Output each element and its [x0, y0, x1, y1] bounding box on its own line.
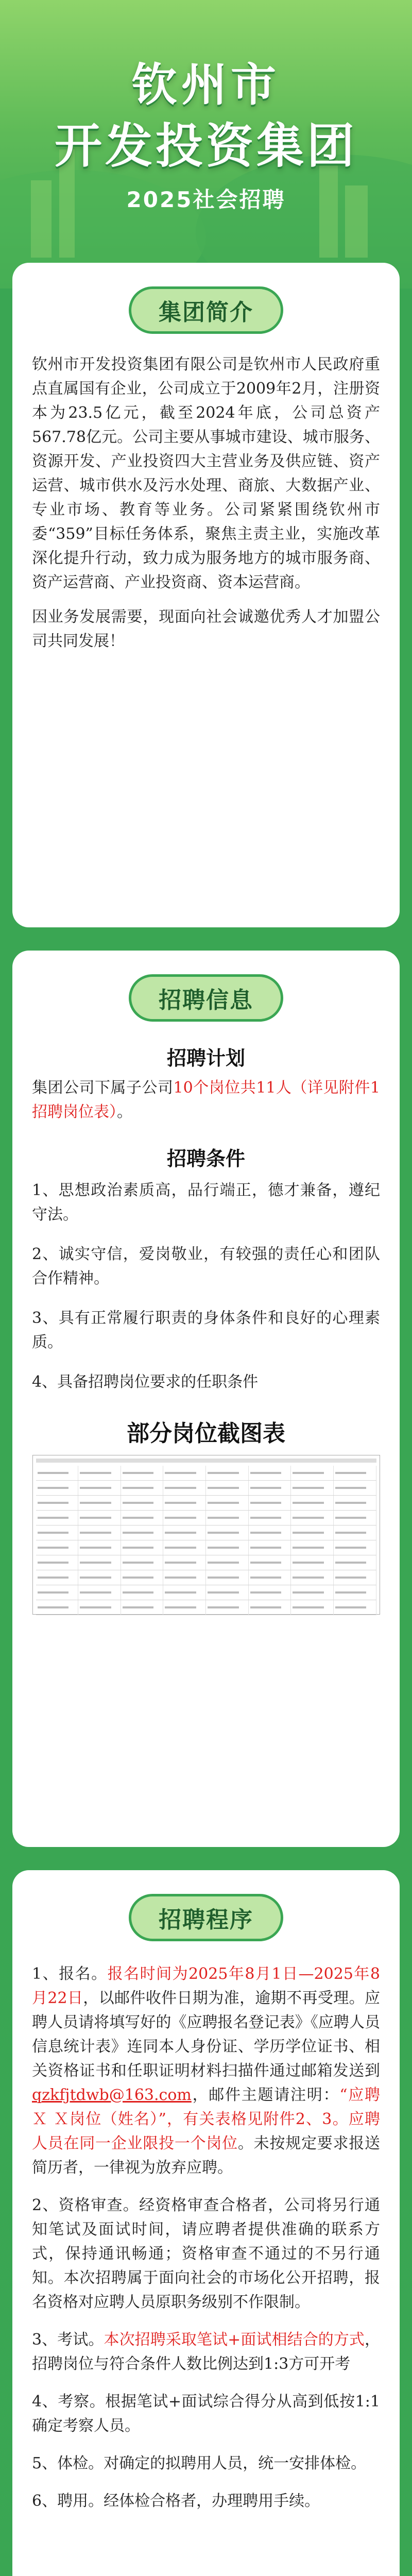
process-step-2: 2、资格审查。经资格审查合格者，公司将另行通知笔试及面试时间，请应聘者提供准确的联系方式，保持通讯畅通；资格审查不通过的不另行通知。本次招聘属于面向社会的市场化公开招聘，报名资格对应聘人员原职务级别不作限制。 [32, 2196, 380, 2311]
plan-text: 集团公司下属子公司10个岗位共11人（详见附件1招聘岗位表）。 [32, 1079, 381, 1121]
process-step-5: 5、体检。对确定的拟聘用人员，统一安排体检。 [32, 2454, 367, 2472]
page-title-line1: 钦州市 [131, 58, 280, 111]
table-row [36, 1570, 376, 1585]
hero-banner [0, 0, 412, 289]
intro-paragraph: 钦州市开发投资集团有限公司是钦州市人民政府重点直属国有企业，公司成立于2009年2月，注册资本为23.5亿元，截至2024年底，公司总资产567.78亿元。公司主要从事城市建设、城市服务、资源开发、产业投资四大主营业务及供应链、资产运营、城市供水及污水处理、商旅、大数据产业、专业市场、教育等业务。公司紧紧围绕钦州市委“359”目标任务体系，聚焦主责主业，实施改革深化提升行动，致力成为服务地方的城市服务商、资产运营商、产业投资商、资本运营商。 [32, 355, 380, 591]
page-title-line2: 开发投资集团 [54, 118, 357, 174]
positions-table-screenshot [32, 1455, 380, 1615]
table-row [36, 1600, 376, 1615]
table-row [36, 1526, 376, 1540]
condition-item: 2、诚实守信，爱岗敬业，有较强的责任心和团队合作精神。 [32, 1245, 380, 1287]
table-row [36, 1555, 376, 1570]
condition-item: 4、具备招聘岗位要求的任职条件 [32, 1373, 259, 1391]
process-step-3: 3、考试。本次招聘采取笔试+面试相结合的方式，招聘岗位与符合条件人数比例达到1:3方可开考 [32, 2331, 381, 2373]
table-row [36, 1496, 376, 1511]
condition-item: 3、具有正常履行职责的身体条件和良好的心理素质。 [32, 1309, 380, 1351]
process-step-6: 6、聘用。经体检合格者，办理聘用手续。 [32, 2492, 320, 2510]
intro-card [12, 263, 400, 927]
process-card [12, 1870, 400, 2576]
process-step-1: 1、报名。报名时间为2025年8月1日—2025年8月22日，以邮件收件日期为准，逾期不再受理。应聘人员请将填写好的《应聘报名登记表》《应聘人员信息统计表》连同本人身份证、学历学位证书、相关资格证书和任职证明材料扫描件通过邮箱发送到qzkfjtdwb@163.com，邮件主题请注明：“应聘Ｘ Ｘ岗位（姓名）”，有关表格见附件2、3。应聘人员在同一企业限投一个岗位。未按规定要求报送简历者，一律视为放弃应聘。 [32, 1965, 381, 2177]
section-heading-intro: 集团简介 [129, 286, 283, 334]
table-row [36, 1481, 376, 1496]
email-link[interactable]: qzkfjtdwb@163.com [32, 2086, 192, 2104]
plan-title: 招聘计划 [166, 1047, 245, 1070]
table-header-bar [36, 1459, 376, 1463]
table-row [36, 1466, 376, 1481]
table-row [36, 1511, 376, 1526]
conditions-title: 招聘条件 [166, 1147, 245, 1170]
condition-item: 1、思想政治素质高，品行端正，德才兼备，遵纪守法。 [32, 1181, 380, 1224]
table-screenshot-title: 部分岗位截图表 [127, 1420, 285, 1447]
table-row [36, 1585, 376, 1600]
section-heading-process: 招聘程序 [129, 1894, 283, 1941]
process-step-4: 4、考察。根据笔试+面试综合得分从高到低按1:1确定考察人员。 [32, 2393, 380, 2435]
intro-paragraph: 因业务发展需要，现面向社会诚邀优秀人才加盟公司共同发展！ [32, 608, 380, 650]
page-subtitle: 2025社会招聘 [126, 187, 286, 212]
info-card [12, 951, 400, 1847]
table-row [36, 1540, 376, 1555]
section-heading-info: 招聘信息 [129, 974, 283, 1022]
